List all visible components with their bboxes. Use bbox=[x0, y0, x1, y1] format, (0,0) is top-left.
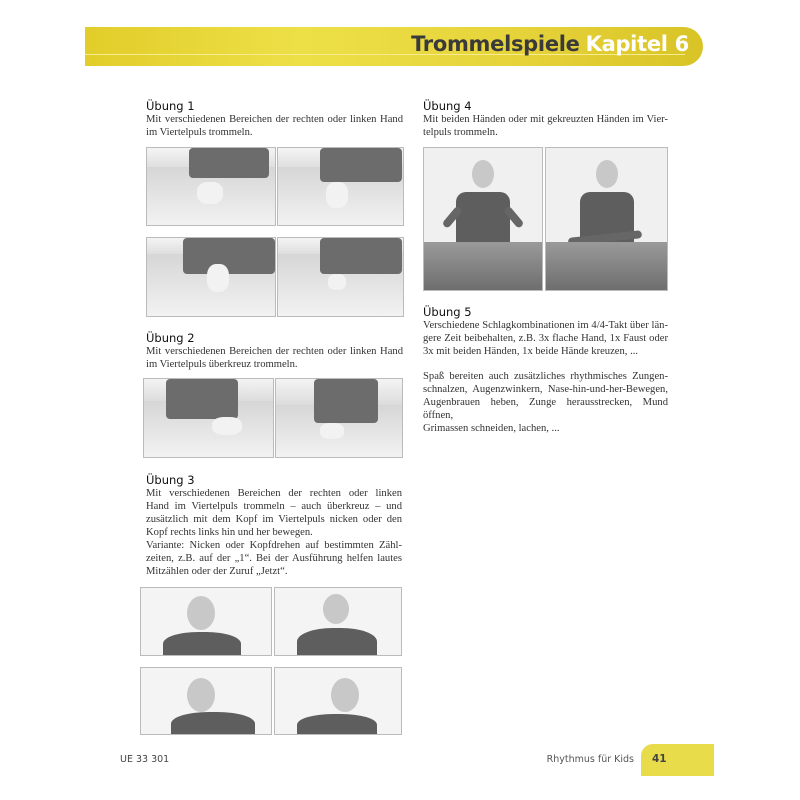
photo-flat-hand-on-table bbox=[146, 147, 276, 226]
photo-head-turn-left bbox=[140, 667, 272, 735]
text-line: Verschiedene Schlagkombinationen im 4/4-Takt über län- bbox=[423, 320, 668, 331]
exercise-5-heading: Übung 5 bbox=[423, 305, 472, 319]
text-line: Mitzählen oder der Zuruf „Jetzt“. bbox=[146, 566, 288, 577]
text-line: Mit verschiedenen Bereichen der rechten oder linken bbox=[146, 488, 402, 499]
exercise-1-heading: Übung 1 bbox=[146, 99, 195, 113]
footer-book-title: Rhythmus für Kids bbox=[546, 754, 634, 765]
exercise-5-extra-text bbox=[423, 370, 668, 435]
photo-crossed-flat-hand bbox=[143, 378, 274, 458]
exercise-4-heading: Übung 4 bbox=[423, 99, 472, 113]
text-line: 3x mit beiden Händen, 1x beide Hände kreuzen, ... bbox=[423, 346, 639, 357]
exercise-3-text bbox=[146, 487, 402, 578]
header-title bbox=[411, 32, 689, 56]
chapter-label: Kapitel 6 bbox=[585, 32, 689, 56]
photo-hand-edge-on-table bbox=[146, 237, 276, 317]
text-line: Mit verschiedenen Bereichen der rechten oder linken Hand bbox=[146, 346, 403, 357]
exercise-1-text bbox=[146, 113, 403, 139]
photo-head-turn-right bbox=[274, 667, 402, 735]
chapter-header-bar bbox=[85, 27, 703, 66]
photo-fist-on-table bbox=[277, 237, 404, 317]
footer-edition-code: UE 33 301 bbox=[120, 754, 170, 765]
page-number-tab bbox=[641, 744, 714, 776]
text-line: im Viertelpuls trommeln. bbox=[146, 127, 253, 138]
exercise-4-text bbox=[423, 113, 668, 139]
exercise-2-heading: Übung 2 bbox=[146, 331, 195, 345]
text-line: im Viertelpuls überkreuz trommeln. bbox=[146, 359, 298, 370]
text-line: zeiten, z.B. auf der „1“. Bei der Ausführung helfen lautes bbox=[146, 553, 402, 564]
page-number: 41 bbox=[652, 753, 667, 765]
text-line: gere Zeit beibehalten, z.B. 3x flache Hand, 1x Faust oder bbox=[423, 333, 668, 344]
photo-head-up bbox=[140, 587, 272, 656]
text-line: telpuls trommeln. bbox=[423, 127, 498, 138]
photo-crossed-fist bbox=[275, 378, 403, 458]
photo-head-down bbox=[274, 587, 402, 656]
exercise-3-heading: Übung 3 bbox=[146, 473, 195, 487]
photo-both-hands-on-table bbox=[423, 147, 543, 291]
section-title: Trommelspiele bbox=[411, 32, 580, 56]
text-line: Hand im Viertelpuls trommeln – auch überkreuz – und bbox=[146, 501, 402, 512]
text-line: Mit verschiedenen Bereichen der rechten oder linken Hand bbox=[146, 114, 403, 125]
text-line: Spaß bereiten auch zusätzliches rhythmisches Zungen- bbox=[423, 371, 668, 382]
text-line: zusätzlich mit dem Kopf im Viertelpuls nicken oder den bbox=[146, 514, 402, 525]
photo-crossed-hands-on-table bbox=[545, 147, 668, 291]
text-line: Kopf rechts links hin und her bewegen. bbox=[146, 527, 313, 538]
text-line: schnalzen, Augenzwinkern, Nase-hin-und-her-Bewegen, bbox=[423, 384, 668, 395]
text-line: Variante: Nicken oder Kopfdrehen auf bestimmten Zähl- bbox=[146, 540, 402, 551]
photo-fingers-on-table bbox=[277, 147, 404, 226]
text-line: Mit beiden Händen oder mit gekreuzten Händen im Vier- bbox=[423, 114, 668, 125]
text-line: Augenbrauen heben, Zunge herausstrecken, Mund öffnen, bbox=[423, 397, 668, 421]
exercise-2-text bbox=[146, 345, 403, 371]
text-line: Grimassen schneiden, lachen, ... bbox=[423, 423, 560, 434]
exercise-5-text bbox=[423, 319, 668, 358]
